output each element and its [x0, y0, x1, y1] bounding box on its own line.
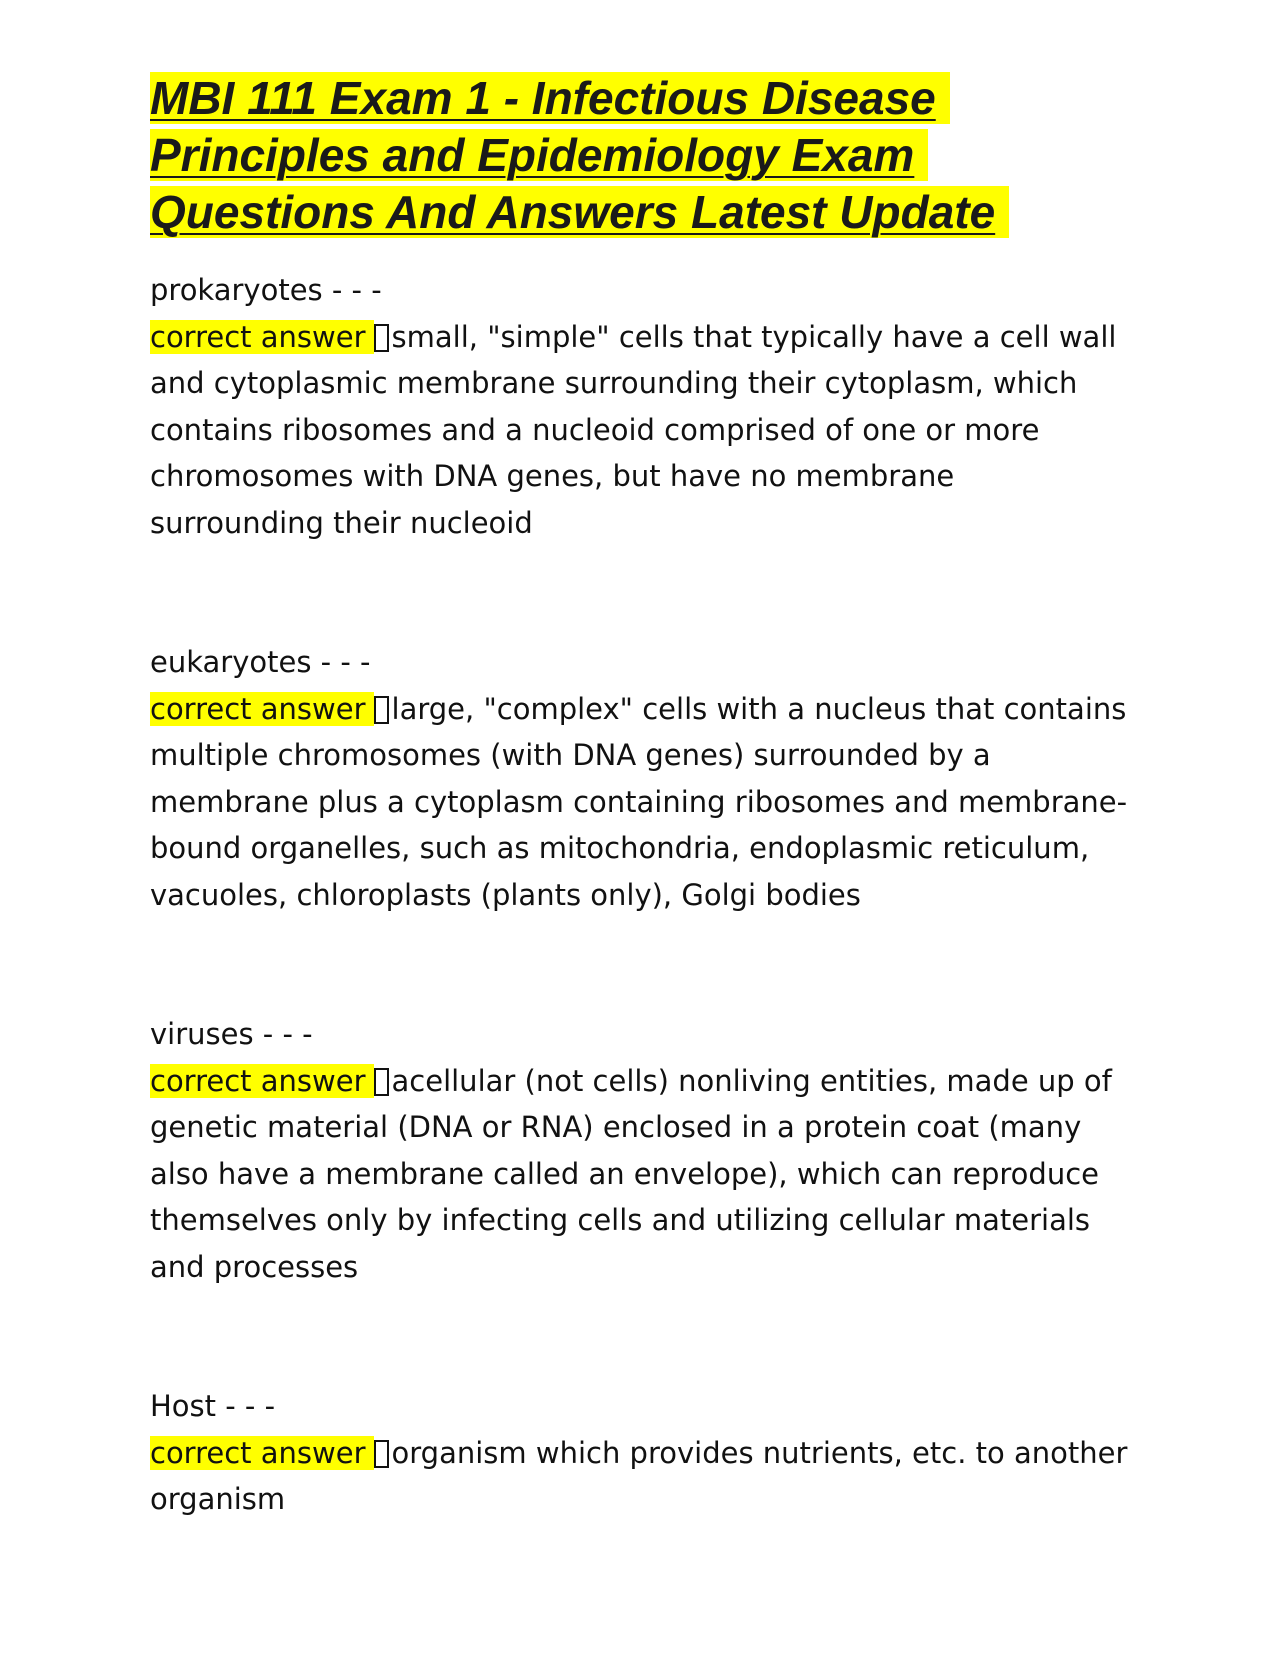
qa-entry-eukaryotes	[150, 639, 1130, 918]
title-highlight: MBI 111 Exam 1 - Infectious Disease Principles and Epidemiology Exam Questions And Answers Latest Update	[150, 72, 1009, 238]
answer-label-highlight: correct answer	[150, 692, 374, 726]
qa-entry-prokaryotes	[150, 267, 1130, 546]
question-term: viruses - - -	[150, 1017, 313, 1051]
question-term: prokaryotes - - -	[150, 273, 382, 307]
missing-glyph-icon	[374, 324, 389, 352]
document-title	[150, 70, 1130, 241]
qa-entry-host	[150, 1383, 1130, 1523]
missing-glyph-icon	[374, 696, 389, 724]
answer-label-highlight: correct answer	[150, 320, 374, 354]
document-page	[150, 70, 1130, 1523]
answer-text: small, "simple" cells that typically have a cell wall and cytoplasmic membrane surrounding their cytoplasm, which contains ribosomes and a nucleoid comprised of one or more chromosomes with DNA genes, but have no membrane surrounding their nucleoid	[150, 319, 1117, 540]
missing-glyph-icon	[374, 1440, 389, 1468]
answer-text: large, "complex" cells with a nucleus that contains multiple chromosomes (with DNA genes) surrounded by a membrane plus a cytoplasm containing ribosomes and membrane-bound organelles, such as mitochondria, endoplasmic reticulum, vacuoles, chloroplasts (plants only), Golgi bodies	[150, 691, 1128, 912]
answer-text: organism which provides nutrients, etc. to another organism	[150, 1435, 1128, 1516]
answer-text: acellular (not cells) nonliving entities, made up of genetic material (DNA or RNA) enclosed in a protein coat (many also have a membrane called an envelope), which can reproduce themselves only by infecting cells and utilizing cellular materials and processes	[150, 1063, 1112, 1284]
question-term: eukaryotes - - -	[150, 645, 371, 679]
missing-glyph-icon	[374, 1068, 389, 1096]
answer-label-highlight: correct answer	[150, 1064, 374, 1098]
question-term: Host - - -	[150, 1389, 276, 1423]
answer-label-highlight: correct answer	[150, 1436, 374, 1470]
qa-entry-viruses	[150, 1011, 1130, 1290]
